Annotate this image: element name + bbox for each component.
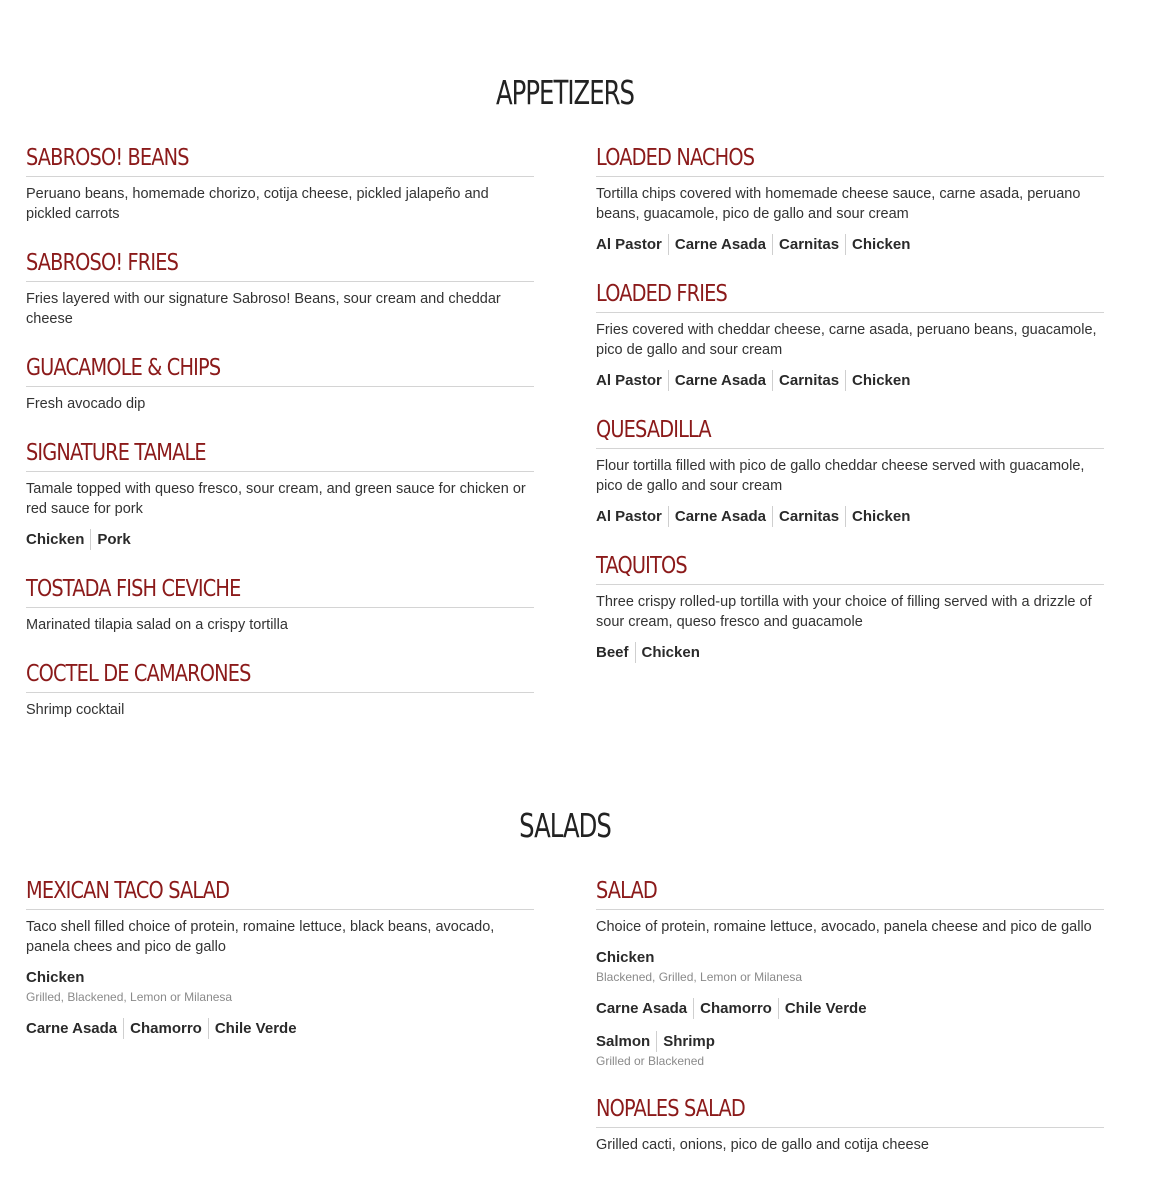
item-name: LOADED NACHOS <box>596 145 755 171</box>
option: Carne Asada <box>26 1020 118 1037</box>
option: Salmon <box>596 1033 651 1050</box>
menu-item <box>26 143 534 224</box>
option: Carnitas <box>772 234 845 255</box>
option: Beef <box>596 644 629 661</box>
option: Carnitas <box>772 370 845 391</box>
menu-item <box>596 876 1104 1070</box>
item-name: SIGNATURE TAMALE <box>26 440 206 466</box>
menu-item <box>26 574 534 635</box>
menu-item <box>596 551 1104 663</box>
item-name: LOADED FRIES <box>596 281 727 307</box>
menu-item <box>596 279 1104 391</box>
item-description: Marinated tilapia salad on a crispy tortilla <box>26 617 288 633</box>
option: Chicken <box>845 370 916 391</box>
option: Carne Asada <box>596 1000 688 1017</box>
item-name: GUACAMOLE & CHIPS <box>26 355 221 381</box>
section-title-salads: SALADS <box>519 806 611 845</box>
option: Al Pastor <box>596 372 662 389</box>
menu-item <box>26 353 534 414</box>
item-description: Fries covered with cheddar cheese, carne asada, peruano beans, guacamole, pico de gallo and sour cream <box>596 322 1097 358</box>
item-description: Grilled cacti, onions, pico de gallo and cotija cheese <box>596 1137 929 1153</box>
option: Chicken <box>26 969 85 986</box>
option-list <box>596 947 1104 968</box>
option-group <box>26 1018 534 1039</box>
menu-item <box>596 1094 1104 1155</box>
option-list <box>26 967 534 988</box>
item-name: COCTEL DE CAMARONES <box>26 661 251 687</box>
menu-item <box>26 438 534 550</box>
item-description: Fries layered with our signature Sabroso! Beans, sour cream and cheddar cheese <box>26 291 501 327</box>
item-description: Tortilla chips covered with homemade cheese sauce, carne asada, peruano beans, guacamole, pico de gallo and sour cream <box>596 186 1081 222</box>
option: Chile Verde <box>208 1018 303 1039</box>
item-description: Tamale topped with queso fresco, sour cream, and green sauce for chicken or red sauce for pork <box>26 481 526 517</box>
option: Chile Verde <box>778 998 873 1019</box>
item-description: Three crispy rolled-up tortilla with your choice of filling served with a drizzle of sour cream, queso fresco and guacamole <box>596 594 1092 630</box>
option: Carnitas <box>772 506 845 527</box>
option-list <box>596 506 1104 527</box>
option: Chamorro <box>123 1018 208 1039</box>
option: Chicken <box>635 642 706 663</box>
menu-item <box>26 659 534 720</box>
option: Carne Asada <box>668 234 772 255</box>
option-list <box>596 1031 1104 1052</box>
item-name: NOPALES SALAD <box>596 1096 745 1122</box>
menu-item <box>596 143 1104 255</box>
item-name: SALAD <box>596 878 657 904</box>
item-name: QUESADILLA <box>596 417 711 443</box>
appetizers-left-column <box>26 143 534 744</box>
option: Pork <box>90 529 136 550</box>
option-list <box>596 998 1104 1019</box>
option-list <box>596 234 1104 255</box>
menu-item <box>596 415 1104 527</box>
menu-item <box>26 876 534 1039</box>
item-description: Shrimp cocktail <box>26 702 125 718</box>
salads-left-column <box>26 876 534 1063</box>
item-description: Peruano beans, homemade chorizo, cotija cheese, pickled jalapeño and pickled carrots <box>26 186 489 222</box>
option-note: Grilled, Blackened, Lemon or Milanesa <box>26 990 233 1004</box>
option-group <box>596 947 1104 986</box>
section-title-appetizers: APPETIZERS <box>495 73 635 112</box>
appetizers-right-column <box>596 143 1104 687</box>
option-list <box>26 1018 534 1039</box>
option-note: Blackened, Grilled, Lemon or Milanesa <box>596 970 803 984</box>
option-group <box>596 1031 1104 1070</box>
option: Al Pastor <box>596 508 662 525</box>
option-group <box>596 998 1104 1019</box>
option: Chamorro <box>693 998 778 1019</box>
option-list <box>596 642 1104 663</box>
option: Chicken <box>26 531 85 548</box>
option-note: Grilled or Blackened <box>596 1054 705 1068</box>
item-name: TAQUITOS <box>596 553 687 579</box>
item-name: TOSTADA FISH CEVICHE <box>26 576 241 602</box>
item-name: MEXICAN TACO SALAD <box>26 878 230 904</box>
item-name: SABROSO! BEANS <box>26 145 189 171</box>
item-name: SABROSO! FRIES <box>26 250 179 276</box>
option-list <box>26 529 534 550</box>
option: Chicken <box>596 949 655 966</box>
item-description: Choice of protein, romaine lettuce, avocado, panela cheese and pico de gallo <box>596 919 1092 935</box>
option-list <box>596 370 1104 391</box>
item-description: Fresh avocado dip <box>26 396 146 412</box>
option: Carne Asada <box>668 506 772 527</box>
option: Chicken <box>845 234 916 255</box>
option: Chicken <box>845 506 916 527</box>
option: Al Pastor <box>596 236 662 253</box>
item-description: Flour tortilla filled with pico de gallo cheddar cheese served with guacamole, pico de gallo and sour cream <box>596 458 1085 494</box>
salads-right-column <box>596 876 1104 1179</box>
option: Shrimp <box>656 1031 721 1052</box>
option: Carne Asada <box>668 370 772 391</box>
option-group <box>26 967 534 1006</box>
item-description: Taco shell filled choice of protein, romaine lettuce, black beans, avocado, panela chees and pico de gallo <box>26 919 495 955</box>
menu-item <box>26 248 534 329</box>
